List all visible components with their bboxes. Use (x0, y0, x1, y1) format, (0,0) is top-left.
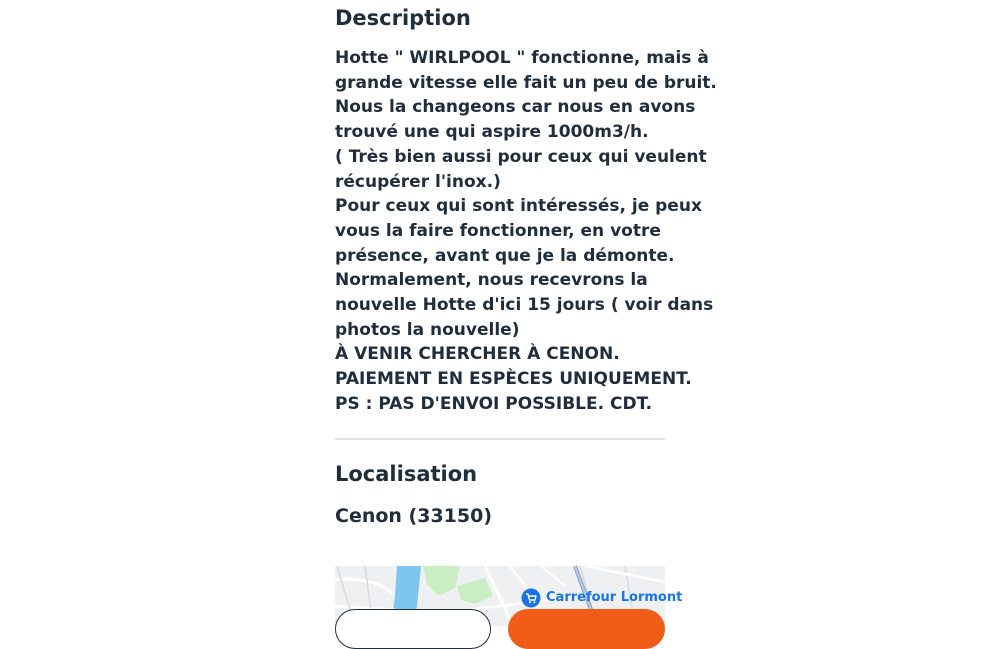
description-line: Pour ceux qui sont intéressés, je peux (335, 196, 702, 217)
description-line: ( Très bien aussi pour ceux qui veulent (335, 146, 707, 167)
secondary-action-button[interactable] (335, 609, 491, 649)
description-text (335, 46, 717, 417)
description-line: PAIEMENT EN ESPÈCES UNIQUEMENT. (335, 369, 692, 390)
location-title: Localisation (335, 462, 478, 486)
description-line: PS : PAS D'ENVOI POSSIBLE. CDT. (335, 393, 653, 414)
map-place-label: Carrefour Lormont (546, 590, 683, 605)
description-line: À VENIR CHERCHER À CENON. (335, 344, 620, 365)
description-line: nouvelle Hotte d'ici 15 jours ( voir dans (335, 295, 714, 316)
description-line: grande vitesse elle fait un peu de bruit. (335, 72, 717, 93)
description-line: trouvé une qui aspire 1000m3/h. (335, 122, 649, 143)
description-line: présence, avant que je la démonte. (335, 245, 675, 266)
description-line: Nous la changeons car nous en avons (335, 97, 696, 118)
description-title: Description (335, 6, 471, 30)
shopping-cart-icon (521, 588, 541, 608)
section-divider (335, 438, 665, 440)
primary-action-button[interactable] (508, 609, 665, 649)
description-line: vous la faire fonctionner, en votre (335, 220, 661, 241)
description-line: photos la nouvelle) (335, 319, 520, 340)
description-line: récupérer l'inox.) (335, 171, 501, 192)
location-city: Cenon (33150) (335, 505, 493, 527)
description-line: Normalement, nous recevrons la (335, 270, 648, 291)
description-line: Hotte " WIRLPOOL " fonctionne, mais à (335, 48, 709, 68)
